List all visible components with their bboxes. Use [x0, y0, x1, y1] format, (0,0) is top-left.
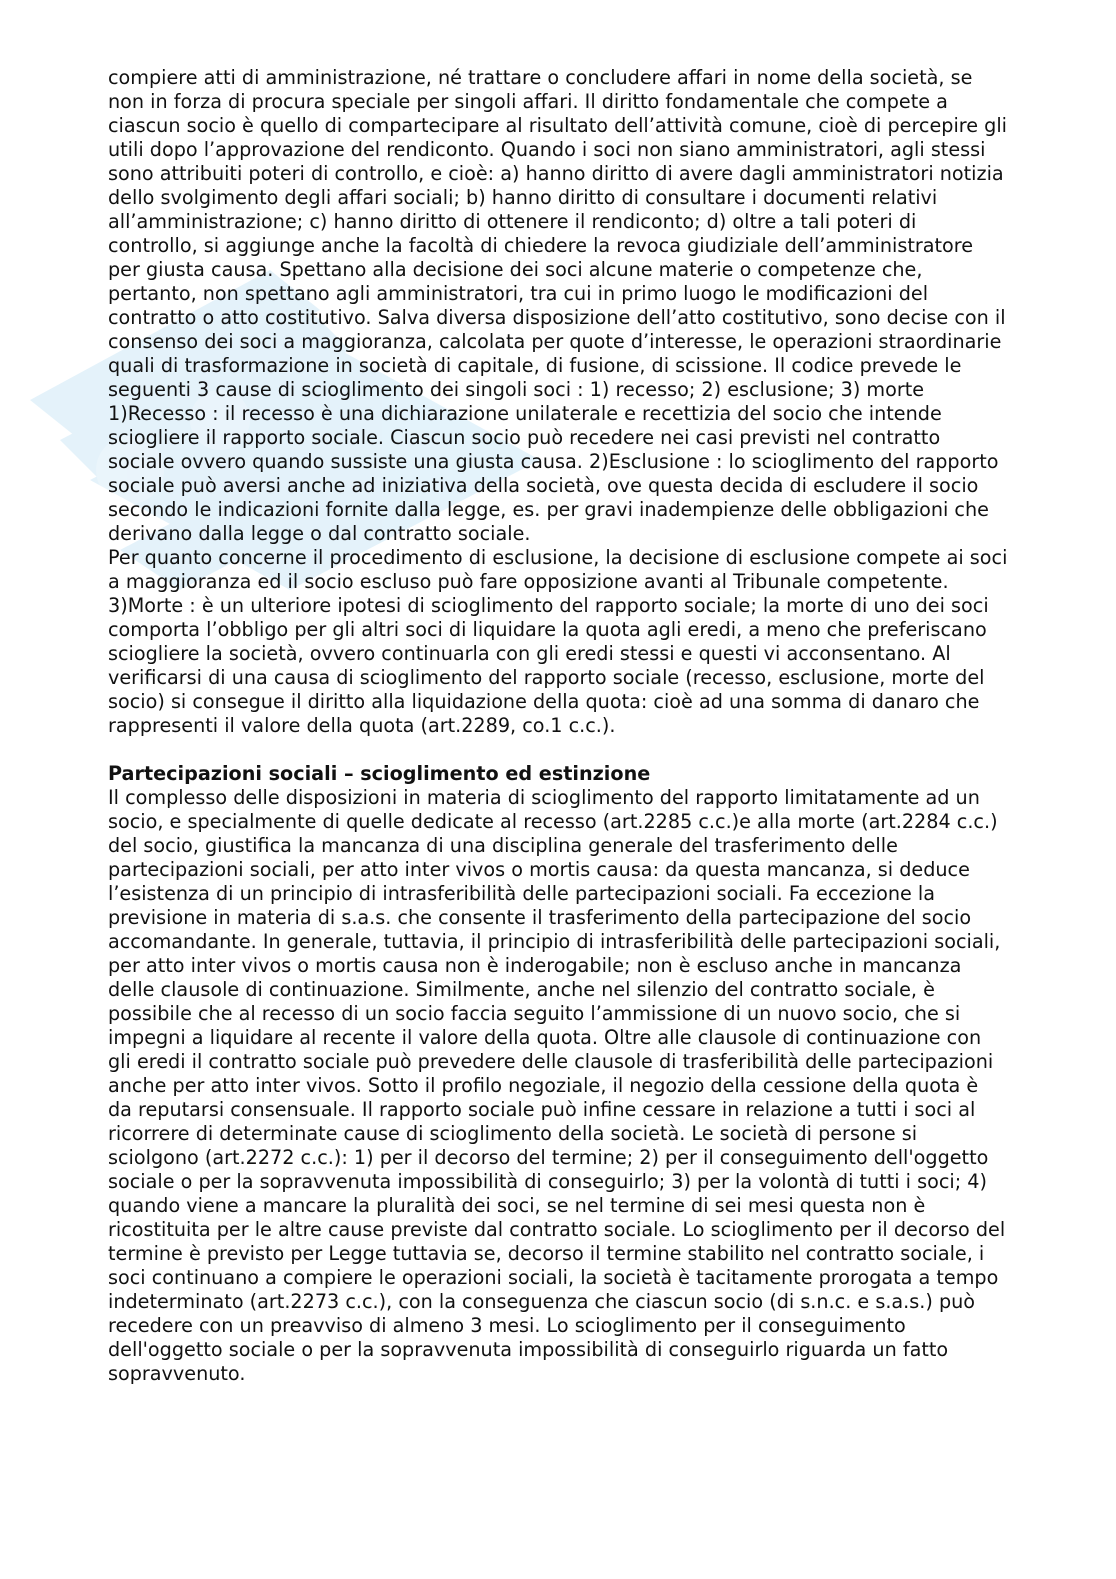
- paragraph-morte-socio: 3)Morte : è un ulteriore ipotesi di scioglimento del rapporto sociale; la morte di uno dei soci comporta l’obbligo per gli altri soci di liquidare la quota agli eredi, a meno che preferiscano sciogliere la società, ovvero continuarla con gli eredi stessi e questi vi acconsentano. Al verificarsi di una causa di scioglimento del rapporto sociale (recesso, esclusione, morte del socio) si consegue il diritto alla liquidazione della quota: cioè ad una somma di danaro che rappresenti il valore della quota (art.2289, co.1 c.c.).: [108, 594, 989, 737]
- paragraph-procedimento-esclusione: Per quanto concerne il procedimento di esclusione, la decisione di esclusione compete ai soci a maggioranza ed il socio escluso può fare opposizione avanti al Tribunale competente.: [108, 546, 1008, 593]
- paragraph-partecipazioni-sociali: Il complesso delle disposizioni in materia di scioglimento del rapporto limitatamente ad un socio, e specialmente di quelle dedicate al recesso (art.2285 c.c.)e alla morte (art.2284 c.c.) del socio, giustifica la mancanza di una disciplina generale del trasferimento delle partecipazioni sociali, per atto inter vivos o mortis causa: da questa mancanza, si deduce l’esistenza di un principio di intrasferibilità delle partecipazioni sociali. Fa eccezione la previsione in materia di s.a.s. che consente il trasferimento della partecipazione del socio accomandante. In generale, tuttavia, il principio di intrasferibilità delle partecipazioni sociali, per atto inter vivos o mortis causa non è inderogabile; non è escluso anche in mancanza delle clausole di continuazione. Similmente, anche nel silenzio del contratto sociale, è possibile che al recesso di un socio faccia seguito l’ammissione di un nuovo socio, che si impegni a liquidare al recente il valore della quota. Oltre alle clausole di continuazione con gli eredi il contratto sociale può prevedere delle clausole di trasferibilità delle partecipazioni anche per atto inter vivos. Sotto il profilo negoziale, il negozio della cessione della quota è da reputarsi consensuale. Il rapporto sociale può infine cessare in relazione a tutti i soci al ricorrere di determinate cause di scioglimento della società. Le società di persone si sciolgono (art.2272 c.c.): 1) per il decorso del termine; 2) per il conseguimento dell'oggetto sociale o per la sopravvenuta impossibilità di conseguirlo; 3) per la volontà di tutti i soci; 4) quando viene a mancare la pluralità dei soci, se nel termine di sei mesi questa non è ricostituita per le altre cause previste dal contratto sociale. Lo scioglimento per il decorso del termine è previsto per Legge tuttavia se, decorso il termine stabilito nel contratto sociale, i soci continuano a compiere le operazioni sociali, la società è tacitamente prorogata a tempo indeterminato (art.2273 c.c.), con la conseguenza che ciascun socio (di s.n.c. e s.a.s.) può recedere con un preavviso di almeno 3 mesi. Lo scioglimento per il conseguimento dell'oggetto sociale o per la sopravvenuta impossibilità di conseguirlo riguarda un fatto sopravvenuto.: [108, 786, 1006, 1385]
- section-heading: Partecipazioni sociali – scioglimento ed estinzione: [108, 762, 651, 785]
- document-body: [108, 66, 1008, 1386]
- section-spacer: [108, 738, 1008, 762]
- paragraph-soci-amministrazione: compiere atti di amministrazione, né trattare o concludere affari in nome della società, se non in forza di procura speciale per singoli affari. Il diritto fondamentale che compete a ciascun socio è quello di compartecipare al risultato dell’attività comune, cioè di percepire gli utili dopo l’approvazione del rendiconto. Quando i soci non siano amministratori, agli stessi sono attribuiti poteri di controllo, e cioè: a) hanno diritto di avere dagli amministratori notizia dello svolgimento degli affari sociali; b) hanno diritto di consultare i documenti relativi all’amministrazione; c) hanno diritto di ottenere il rendiconto; d) oltre a tali poteri di controllo, si aggiunge anche la facoltà di chiedere la revoca giudiziale dell’amministratore per giusta causa. Spettano alla decisione dei soci alcune materie o competenze che, pertanto, non spettano agli amministratori, tra cui in primo luogo le modificazioni del contratto o atto costitutivo. Salva diversa disposizione dell’atto costitutivo, sono decise con il consenso dei soci a maggioranza, calcolata per quote d’interesse, le operazioni straordinarie quali di trasformazione in società di capitale, di fusione, di scissione. Il codice prevede le seguenti 3 cause di scioglimento dei singoli soci : 1) recesso; 2) esclusione; 3) morte 1)Recesso : il recesso è una dichiarazione unilaterale e recettizia del socio che intende sciogliere il rapporto sociale. Ciascun socio può recedere nei casi previsti nel contratto sociale ovvero quando sussiste una giusta causa. 2)Esclusione : lo scioglimento del rapporto sociale può aversi anche ad iniziativa della società, ove questa decida di escludere il socio secondo le indicazioni fornite dalla legge, es. per gravi inadempienze delle obbligazioni che derivano dalla legge o dal contratto sociale.: [108, 66, 1007, 545]
